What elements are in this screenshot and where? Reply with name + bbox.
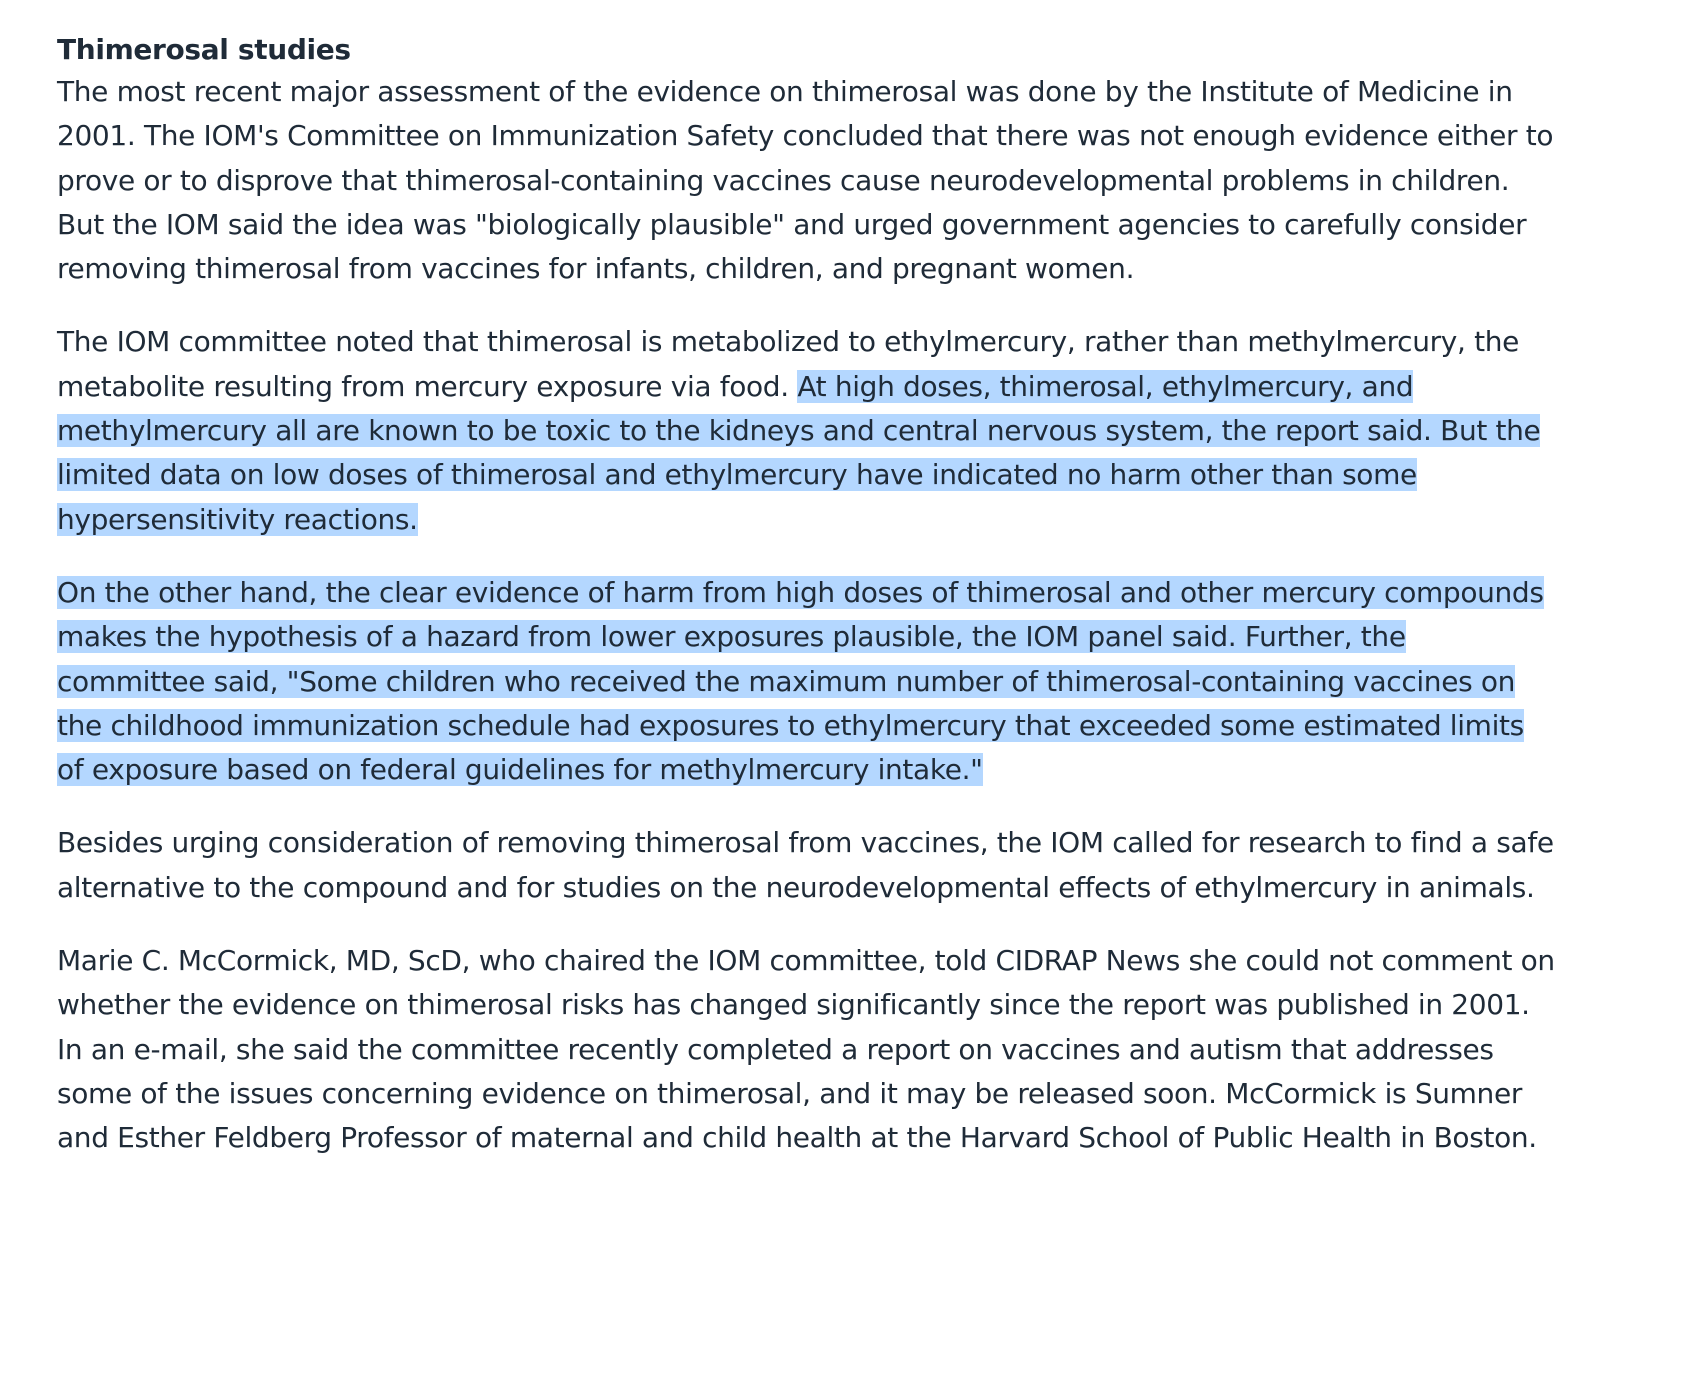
paragraph-4[interactable]: Besides urging consideration of removing thimerosal from vaccines, the IOM called for research to find a safe alternative to the compound and for studies on the neurodevelopmental effects of ethylmercury in animals. [57, 826, 1554, 904]
paragraph-1[interactable]: The most recent major assessment of the evidence on thimerosal was done by the Institute of Medicine in 2001. The IOM's Committee on Immunization Safety concluded that there was not enough evidence either to prove or to disprove that thimerosal-containing vaccines cause neurodevelopmental problems in children. But the IOM said the idea was "biologically plausible" and urged government agencies to carefully consider removing thimerosal from vaccines for infants, children, and pregnant women. [57, 75, 1554, 286]
section-heading: Thimerosal studies [57, 33, 351, 66]
selected-text[interactable]: On the other hand, the clear evidence of harm from high doses of thimerosal and other mercury compounds makes the hypothesis of a hazard from lower exposures plausible, the IOM panel said. Further, the committee said, "Some children who received the maximum number of thimerosal-containing vaccines on the childhood immunization schedule had exposures to ethylmercury that exceeded some estimated limits of exposure based on federal guidelines for methylmercury intake." [57, 575, 1544, 787]
selected-text[interactable]: At high doses, thimerosal, ethylmercury, and methylmercury all are known to be toxic to the kidneys and central nervous system, the report said. But the limited data on low doses of thimerosal and ethylmercury have indicated no harm other than some hypersensitivity reactions. [57, 369, 1541, 536]
paragraph-3[interactable] [57, 571, 1557, 792]
paragraph-2-text[interactable]: The IOM committee noted that thimerosal is metabolized to ethylmercury, rather than methylmercury, the metabolite resulting from mercury exposure via food. [57, 325, 1519, 403]
paragraph-5[interactable]: Marie C. McCormick, MD, ScD, who chaired the IOM committee, told CIDRAP News she could not comment on whether the evidence on thimerosal risks has changed significantly since the report was published in 2001. In an e-mail, she said the committee recently completed a report on vaccines and autism that addresses some of the issues concerning evidence on thimerosal, and it may be released soon. McCormick is Sumner and Esther Feldberg Professor of maternal and child health at the Harvard School of Public Health in Boston. [57, 944, 1555, 1155]
paragraph-2[interactable] [57, 320, 1557, 541]
article-body [57, 30, 1557, 1190]
